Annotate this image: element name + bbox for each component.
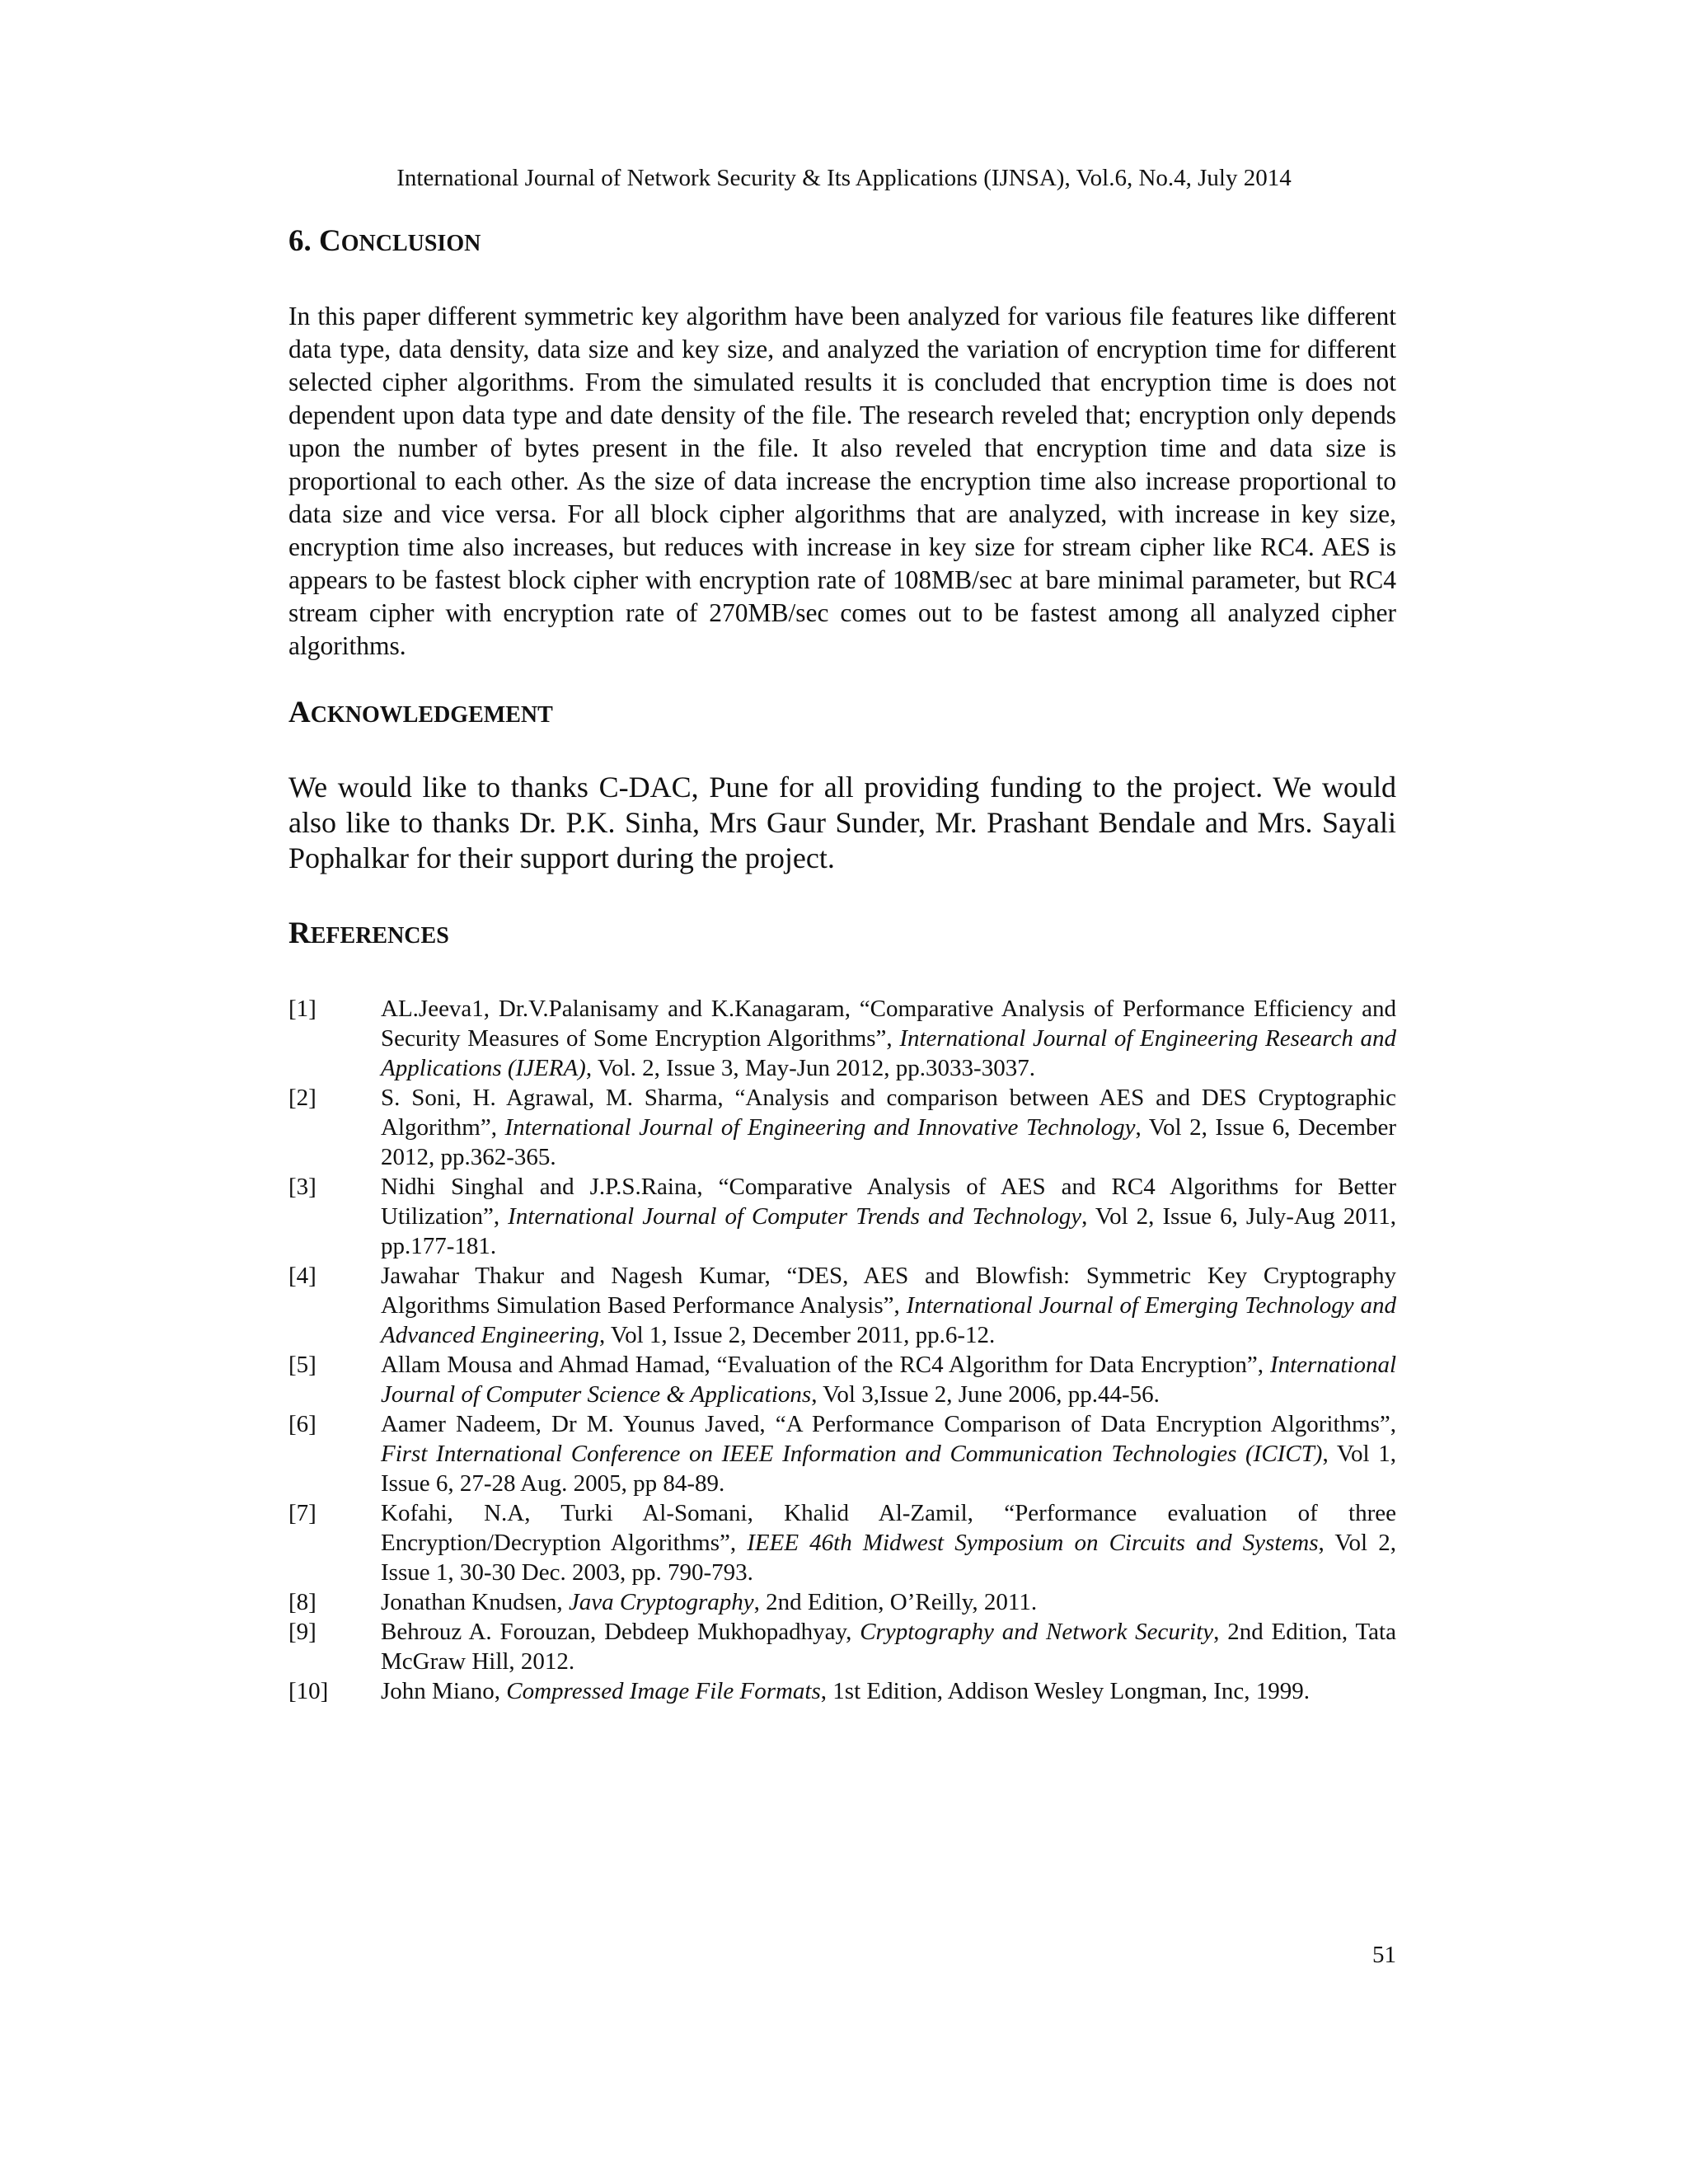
reference-venue: International Journal of Computer Science & Applications [381,1352,1396,1408]
reference-item [288,994,1396,1083]
reference-number: [8] [288,1589,316,1615]
reference-authors-title: John Miano, [381,1678,507,1704]
reference-number: [9] [288,1619,316,1645]
acknowledgement-body: We would like to thanks C-DAC, Pune for all providing funding to the project. We would also like to thanks Dr. P.K. Sinha, Mrs Gaur Sunder, Mr. Prashant Bendale and Mrs. Sayali Pophalkar for their support during the project. [288,771,1396,874]
reference-venue: International Journal of Engineering and Innovative Technology [504,1114,1136,1141]
reference-venue: First International Conference on IEEE Information and Communication Technologies (ICICT) [381,1441,1323,1467]
references-section [288,913,1396,957]
reference-details: , Vol 2, Issue 1, 30-30 Dec. 2003, pp. 790-793. [381,1530,1396,1586]
reference-item [288,1676,1396,1706]
reference-number: [3] [288,1174,316,1200]
reference-authors-title: Aamer Nadeem, Dr M. Younus Javed, “A Performance Comparison of Data Encryption Algorithms”, [381,1411,1396,1437]
reference-item [288,1261,1396,1350]
reference-item [288,1587,1396,1617]
reference-venue: Java Cryptography [568,1589,754,1615]
conclusion-body: In this paper different symmetric key algorithm have been analyzed for various file features like different data type, data density, data size and key size, and analyzed the variation of encryption time for different selected cipher algorithms. From the simulated results it is concluded that encryption time is does not dependent upon data type and date density of the file. The research reveled that; encryption only depends upon the number of bytes present in the file. It also reveled that encryption time and data size is proportional to each other. As the size of data increase the encryption time also increase proportional to data size and vice versa. For all block cipher algorithms that are analyzed, with increase in key size, encryption time also increases, but reduces with increase in key size for stream cipher like RC4. AES is appears to be fastest block cipher with encryption rate of 108MB/sec at bare minimal parameter, but RC4 stream cipher with encryption rate of 270MB/sec comes out to be fastest among all analyzed cipher algorithms. [288,302,1396,660]
reference-authors-title: Behrouz A. Forouzan, Debdeep Mukhopadhyay, [381,1619,860,1645]
reference-authors-title: AL.Jeeva1, Dr.V.Palanisamy and K.Kanagaram, “Comparative Analysis of Performance Efficiency and Security Measures of Some Encryption Algorithms”, [381,996,1396,1052]
page-number: 51 [1372,1942,1396,1968]
reference-details: , Vol 3,Issue 2, June 2006, pp.44-56. [811,1381,1160,1408]
reference-item [288,1498,1396,1587]
conclusion-heading: 6. CONCLUSION [288,224,481,258]
reference-item [288,1617,1396,1676]
reference-number: [2] [288,1085,316,1111]
acknowledgement-body-block [288,770,1396,876]
reference-number: [10] [288,1678,329,1704]
reference-item [288,1409,1396,1498]
reference-authors-title: Kofahi, N.A, Turki Al-Somani, Khalid Al-Zamil, “Performance evaluation of three Encryption/Decryption Algorithms”, [381,1500,1396,1556]
reference-venue: Cryptography and Network Security [860,1619,1214,1645]
reference-authors-title: Allam Mousa and Ahmad Hamad, “Evaluation of the RC4 Algorithm for Data Encryption”, [381,1352,1270,1378]
references-heading: REFERENCES [288,916,449,950]
reference-venue: International Journal of Computer Trends and Technology [508,1203,1082,1230]
running-header: International Journal of Network Security & Its Applications (IJNSA), Vol.6, No.4, July 2014 [396,165,1292,191]
reference-number: [6] [288,1411,316,1437]
reference-details: , 2nd Edition, O’Reilly, 2011. [753,1589,1038,1615]
reference-details: , 1st Edition, Addison Wesley Longman, Inc, 1999. [820,1678,1310,1704]
reference-authors-title: Jawahar Thakur and Nagesh Kumar, “DES, AES and Blowfish: Symmetric Key Cryptography Algorithms Simulation Based Performance Analysis”, [381,1263,1396,1319]
reference-details: , 2nd Edition, Tata McGraw Hill, 2012. [381,1619,1396,1675]
conclusion-body-block [288,300,1396,663]
conclusion-section [288,221,1396,265]
reference-venue: IEEE 46th Midwest Symposium on Circuits and Systems [747,1530,1319,1556]
acknowledgement-heading: ACKNOWLEDGEMENT [288,696,553,729]
reference-details: , Vol 1, Issue 6, 27-28 Aug. 2005, pp 84-89. [381,1441,1396,1497]
reference-details: , Vol. 2, Issue 3, May-Jun 2012, pp.3033-3037. [585,1055,1035,1081]
reference-authors-title: Nidhi Singhal and J.P.S.Raina, “Comparative Analysis of AES and RC4 Algorithms for Better Utilization”, [381,1174,1396,1230]
reference-number: [5] [288,1352,316,1378]
reference-details: , Vol 2, Issue 6, July-Aug 2011, pp.177-181. [381,1203,1396,1259]
reference-authors-title: S. Soni, H. Agrawal, M. Sharma, “Analysis and comparison between AES and DES Cryptographic Algorithm”, [381,1085,1396,1141]
reference-number: [1] [288,996,316,1022]
reference-authors-title: Jonathan Knudsen, [381,1589,569,1615]
reference-venue: International Journal of Emerging Technology and Advanced Engineering [381,1292,1396,1348]
reference-details: , Vol 1, Issue 2, December 2011, pp.6-12. [598,1322,996,1348]
reference-venue: Compressed Image File Formats [506,1678,821,1704]
reference-item [288,1172,1396,1261]
reference-item [288,1083,1396,1172]
references-list [288,994,1396,1706]
reference-details: , Vol 2, Issue 6, December 2012, pp.362-365. [381,1114,1397,1170]
reference-item [288,1350,1396,1409]
reference-number: [4] [288,1263,316,1289]
reference-number: [7] [288,1500,316,1526]
acknowledgement-section [288,692,1396,736]
reference-venue: International Journal of Engineering Research and Applications (IJERA) [381,1025,1396,1081]
